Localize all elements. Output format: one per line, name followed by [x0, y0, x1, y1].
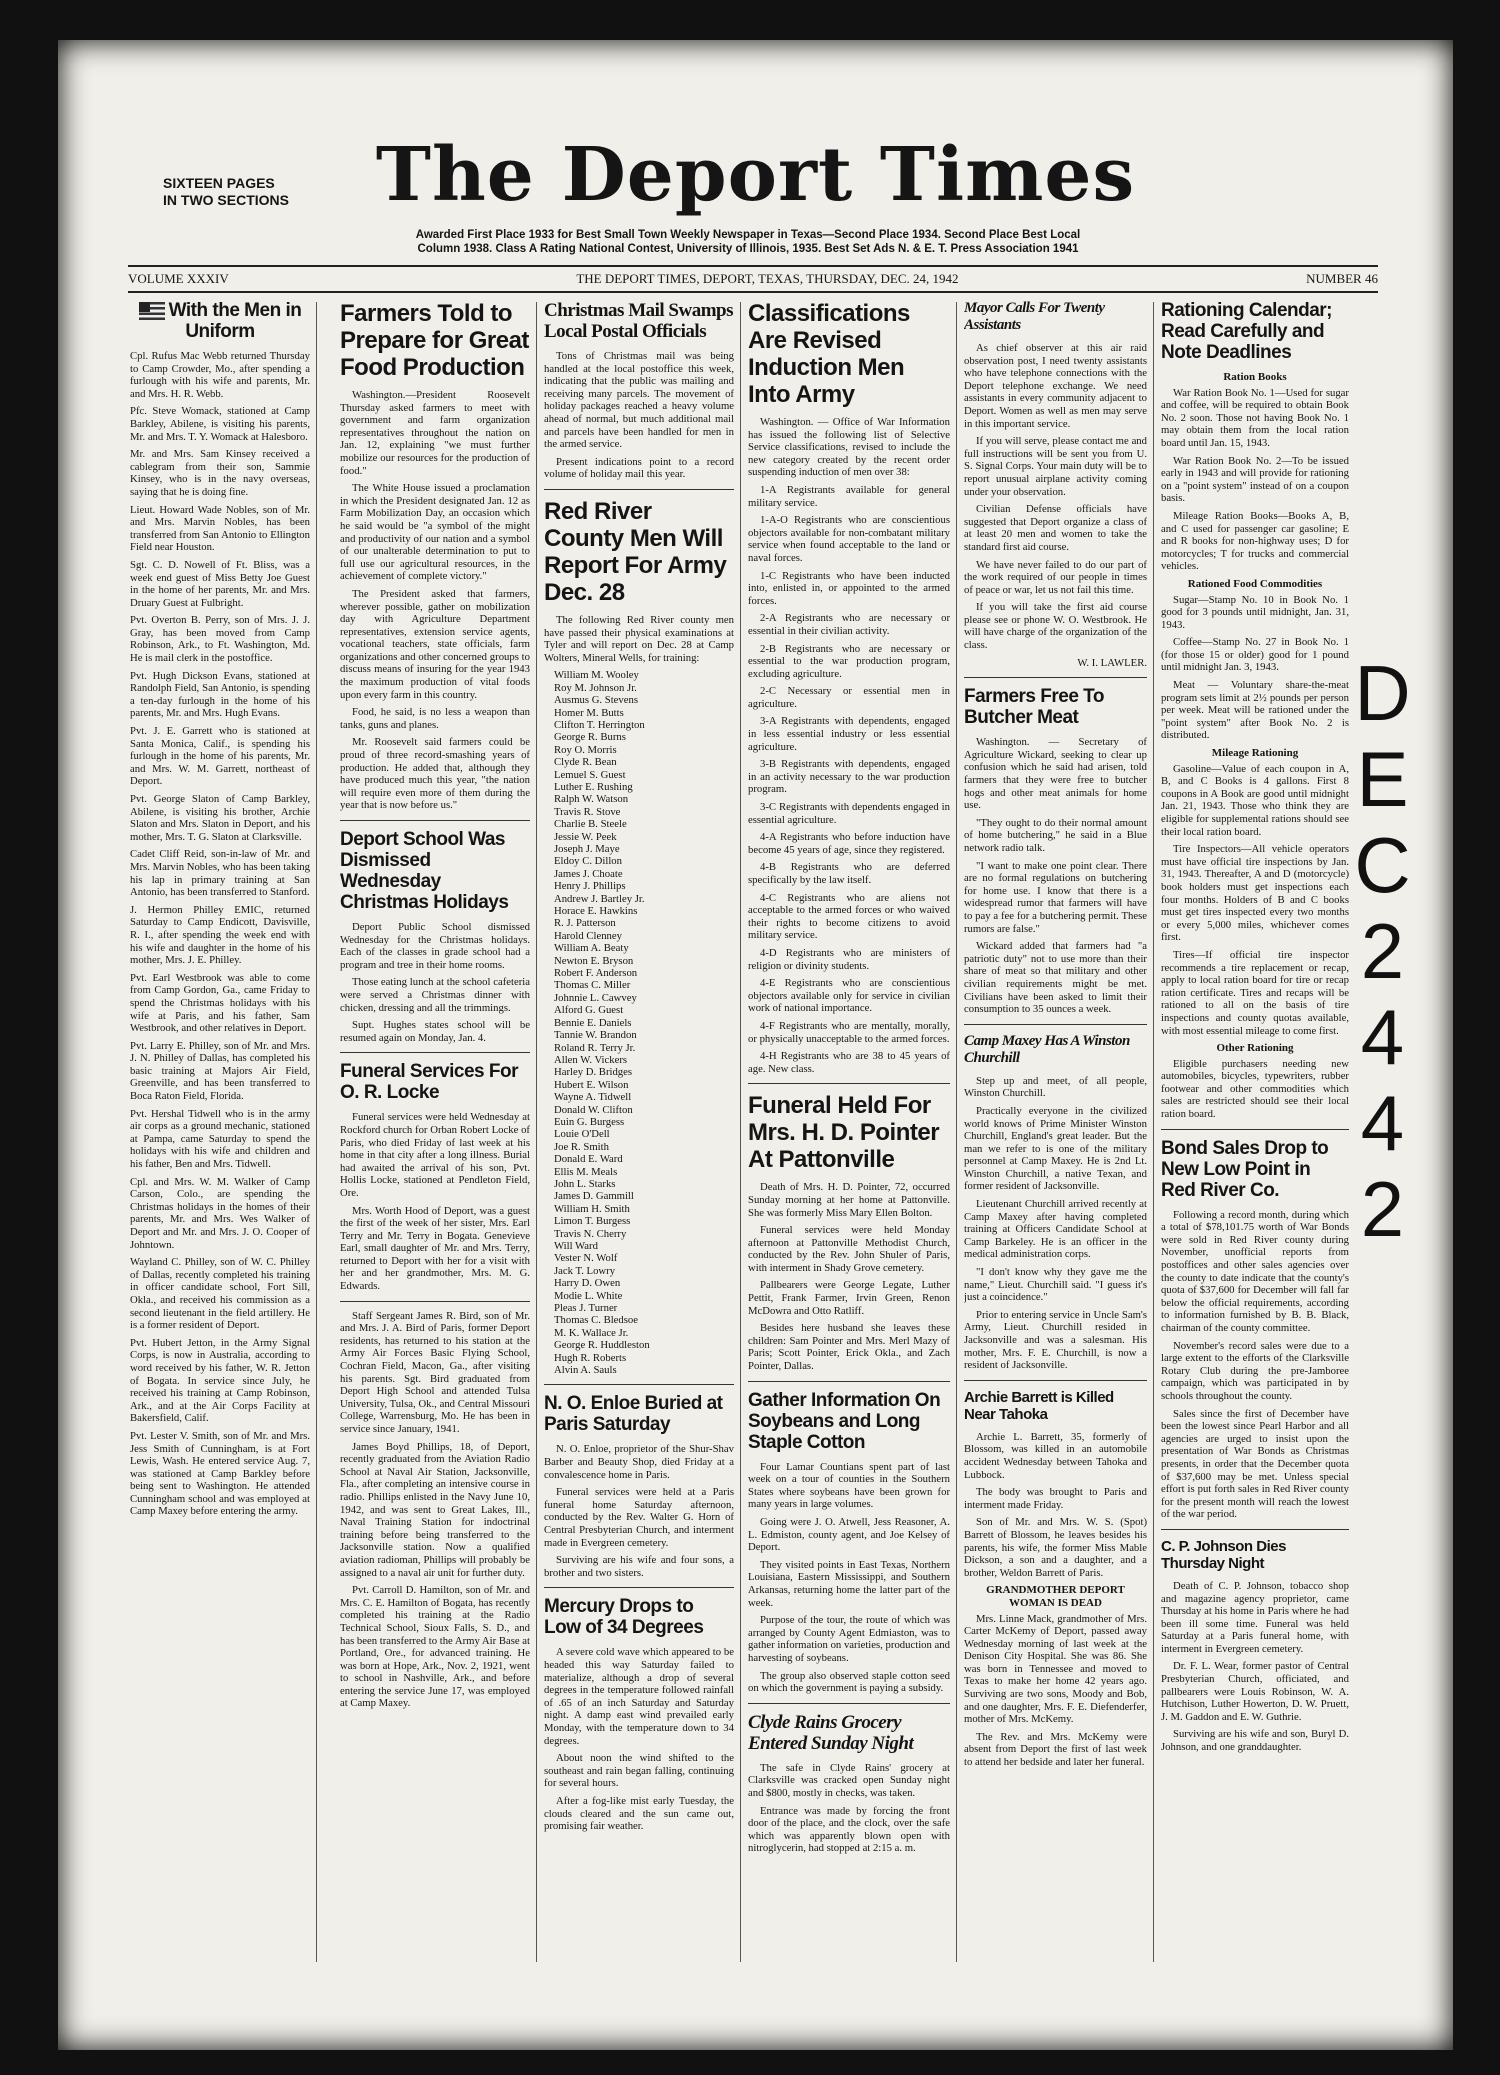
headline-rains-grocery: Clyde Rains Grocery Entered Sunday Night [748, 1711, 914, 1754]
headline-red-river-men: Red River County Men Will Report For Army Dec. 28 [544, 497, 727, 606]
paragraph: Cpl. Rufus Mac Webb returned Thursday to Camp Crowder, Mo., after spending a furlough with his wife and parents, Mr. and Mrs. H. R. Webb. [130, 350, 310, 400]
list-item: Thomas C. Miller [554, 979, 631, 992]
paragraph: If you will serve, please contact me and full instructions will be sent you from U. S. Signal Corps. Your main duty will be to report unusual airplane activity coming under your observation. [964, 435, 1147, 498]
paragraph: After a fog-like mist early Tuesday, the clouds cleared and the sun came out, promising fair weather. [544, 1794, 734, 1833]
list-item: Vester N. Wolf [554, 1252, 618, 1265]
dateline [128, 265, 1378, 293]
list-item: Ralph W. Watson [554, 793, 629, 806]
list-item: Travis R. Stove [554, 805, 621, 818]
list-item: Hubert E. Wilson [554, 1078, 629, 1091]
paragraph: The White House issued a proclamation in which the President designated Jan. 12 as Farm Mobilization Day, an occasion which he said would be "a symbol of the might and productivity of our nation and a symbol of our unalterable determination to put to full use our agricultural resources, in the achievement of complete victory." [340, 482, 530, 583]
paragraph: Sugar—Stamp No. 10 in Book No. 1 good for 3 pounds until midnight, Jan. 31, 1943. [1161, 593, 1349, 631]
paragraph: Mrs. Worth Hood of Deport, was a guest the first of the week of her sister, Mrs. Earl Terry and Mr. Terry in Bogata. Genevieve Earl, small daughter of Mr. and Mrs. Terry, returned to Deport with her for a visit with her and her grandmother, Mrs. M. G. Edwards. [340, 1204, 530, 1293]
paragraph: Sales since the first of December have been the lowest since Pearl Harbor and all agencies are urged to insist upon the presentation of War Bonds as Christmas presents, in order that the December quota of $37,600 may be met. Unless special effort is put forth sales in Red River county for the present month will reach the lowest of the war period. [1161, 1407, 1349, 1521]
list-item: Louie O'Dell [554, 1128, 610, 1141]
list-item: James D. Gammill [554, 1190, 634, 1203]
divider [748, 1703, 950, 1704]
list-item: Luther E. Rushing [554, 780, 633, 793]
paragraph: Death of Mrs. H. D. Pointer, 72, occurred Sunday morning at her home at Pattonville. She was formerly Miss Mary Ellen Bolton. [748, 1181, 950, 1219]
list-item: Johnnie L. Cawvey [554, 991, 637, 1004]
paragraph: The Rev. and Mrs. McKemy were absent from Deport the first of last week to attend her bedside and later her funeral. [964, 1730, 1147, 1769]
date-char: 2 [1360, 907, 1405, 995]
divider [1161, 1529, 1349, 1530]
column-6 [1161, 298, 1349, 1963]
headline-locke-funeral: Funeral Services For O. R. Locke [340, 1061, 518, 1104]
paragraph: November's record sales were due to a large extent to the efforts of the Clarksville Rotary Club during the pre-Jamboree campaign, which was participated in by schools throughout the county. [1161, 1339, 1349, 1402]
list-item: Bennie E. Daniels [554, 1016, 632, 1029]
paragraph: Coffee—Stamp No. 27 in Book No. 1 (for those 15 or older) good for 1 pound until midnight Jan. 3, 1943. [1161, 636, 1349, 674]
date-char: D [1354, 649, 1411, 737]
headline-butcher-meat: Farmers Free To Butcher Meat [964, 686, 1104, 729]
paragraph: Prior to entering service in Uncle Sam's Army, Lieut. Churchill resided in Jacksonville and was a salesman. His mother, Mrs. F. E. Churchill, is now a resident of Jacksonville. [964, 1308, 1147, 1372]
paragraph: 4-F Registrants who are mentally, morally, or physically unacceptable to the armed forces. [748, 1019, 950, 1045]
column-rule [316, 302, 317, 1962]
headline-grandmother: GRANDMOTHER DEPORT WOMAN IS DEAD [986, 1584, 1125, 1609]
paragraph: 2-B Registrants who are necessary or essential to the war production program, excluding agriculture. [748, 642, 950, 680]
list-item: William H. Smith [554, 1202, 630, 1215]
awards-text: Column 1938. Class A Rating National Contest, University of Illinois, 1935. Best Set Ads N. & E. T. Press Association 1941 [417, 243, 1079, 255]
paragraph: Step up and meet, of all people, Winston Churchill. [964, 1074, 1147, 1100]
paragraph: Supt. Hughes states school will be resumed again on Monday, Jan. 4. [340, 1019, 530, 1044]
paragraph: If you will take the first aid course please see or phone W. O. Westbrook. He will have charge of the organization of the class. [964, 601, 1147, 652]
list-item: Harold Clenney [554, 929, 622, 942]
awards-text: Awarded First Place 1933 for Best Small Town Weekly Newspaper in Texas—Second Place 1934. Second Place Best Local [415, 229, 1081, 241]
divider [964, 1024, 1147, 1025]
list-item: Hugh R. Roberts [554, 1351, 627, 1364]
paragraph: As chief observer at this air raid observation post, I need twenty assistants who have telephone connections with the Deport telephone exchange. We need assistants in every community adjacent to Deport. Women as well as men may serve in this important service. [964, 342, 1147, 430]
paragraph: Pvt. Hershal Tidwell who is in the army air corps as a ground mechanic, stationed at Pampa, came Saturday to spend the holidays with his wife and children and his father, Ben and Mrs. Tidwell. [130, 1107, 310, 1171]
nameplate: The Deport Times [375, 132, 1136, 218]
paragraph: Mrs. Linne Mack, grandmother of Mrs. Carter McKemy of Deport, passed away Wednesday morning of last week at the Denison City Hospital. She was 86. She was born in Tennessee and moved to Texas to make her home 42 years ago. Surviving are two sons, Moody and Bob, and one daughter, Mrs. F. E. Diefenderfer, mother of Mrs. McKemy. [964, 1612, 1147, 1726]
paragraph: 1-A Registrants available for general military service. [748, 483, 950, 509]
paragraph: 3-C Registrants with dependents engaged in essential agriculture. [748, 801, 950, 826]
paragraph: Pvt. Hugh Dickson Evans, stationed at Randolph Field, San Antonio, is spending a ten-day furlough in the home of his parents, Mr. and Mrs. Hugh Evans. [130, 669, 310, 720]
divider [544, 1587, 734, 1588]
list-item: Thomas C. Bledsoe [554, 1314, 639, 1327]
column-rule [956, 302, 957, 1962]
divider [964, 1380, 1147, 1381]
divider [748, 1381, 950, 1382]
issue-number: NUMBER 46 [1306, 271, 1378, 286]
paragraph: A severe cold wave which appeared to be headed this way Saturday failed to materialize, although a drop of several degrees in the temperature followed rainfall of .65 of an inch Saturday and Saturday night. A damp east wind prevailed early Monday, with the temperature down to 34 degrees. [544, 1646, 734, 1747]
paragraph: Pvt. Overton B. Perry, son of Mrs. J. J. Gray, has been moved from Camp Robinson, Ark., to Ft. Washington, Md. He is mail clerk in the postoffice. [130, 614, 310, 665]
date-char: 2 [1360, 1165, 1405, 1253]
paragraph: J. Hermon Philley EMIC, returned Saturday to Camp Endicott, Davisville, R. I., after spending the week end with his wife and daughter in the home of his mother, Mrs. J. E. Philley. [130, 903, 310, 967]
paragraph: Mileage Ration Books—Books A, B, and C used for passenger car gasoline; E and R books for non-highway uses; D for motorcycles; T for trucks and commercial vehicles. [1161, 509, 1349, 573]
list-item: Jessie W. Peek [554, 830, 617, 843]
paragraph: The following Red River county men have passed their physical examinations at Tyler and will report on Dec. 28 at Camp Wolters, Mineral Wells, for training: [544, 613, 734, 664]
headline-with-the-men: With the Men in Uniform [130, 300, 310, 342]
paragraph: The group also observed staple cotton seed on which the government is paying a subsidy. [748, 1669, 950, 1695]
list-item: Newton E. Bryson [554, 954, 634, 967]
column-1 [130, 298, 310, 1963]
list-item: James J. Choate [554, 867, 623, 880]
list-item: Limon T. Burgess [554, 1215, 631, 1228]
paragraph: Funeral services were held Wednesday at Rockford church for Orban Robert Locke of Paris, who died Friday of last week at his home in that city after a long illness. Burial had awaited the arrival of his son, Pvt. Hollis Locke, stationed at Pendleton Field, Ore. [340, 1111, 530, 1199]
paragraph: Lieutenant Churchill arrived recently at Camp Maxey after having completed training at Officers Candidate School at Camp Barkeley. He is an officer in the medical administration corps. [964, 1198, 1147, 1261]
paragraph: Surviving are his wife and four sons, a brother and two sisters. [544, 1554, 734, 1579]
headline-mayor-calls: Mayor Calls For Twenty Assistants [964, 300, 1105, 333]
paragraph: Archie L. Barrett, 35, formerly of Blossom, was killed in an automobile accident Wednesday between Tahoka and Lubbock. [964, 1430, 1147, 1481]
paragraph: Food, he said, is no less a weapon than tanks, guns and planes. [340, 706, 530, 731]
date-char: E [1356, 735, 1409, 823]
list-item: Euin G. Burgess [554, 1115, 625, 1128]
paragraph: Son of Mr. and Mrs. W. S. (Spot) Barrett of Blossom, he leaves besides his parents, his wife, the former Miss Mable Dickson, a son and a daughter, and a brother, Weldon Barrett of Paris. [964, 1516, 1147, 1579]
inductee-list [544, 669, 734, 1376]
subhead: Mileage Rationing [1211, 747, 1299, 760]
ear-line: IN TWO SECTIONS [163, 192, 289, 208]
list-item: Wayne A. Tidwell [554, 1091, 632, 1104]
paragraph: They visited points in East Texas, Northern Louisiana, Eastern Mississippi, and Southern Arkansas, returning home the latter part of the week. [748, 1558, 950, 1609]
paragraph: Funeral services were held at a Paris funeral home Saturday afternoon, conducted by the Rev. Walter G. Horn of Central Presbyterian Church, and interment made in Evergreen cemetery. [544, 1486, 734, 1549]
headline-johnson-dies: C. P. Johnson Dies Thursday Night [1161, 1537, 1286, 1572]
list-item: Roy M. Johnson Jr. [554, 681, 637, 694]
paragraph: Wayland C. Philley, son of W. C. Philley of Dallas, recently completed his training in officer candidate school, Fort Sill, Okla., and received his commission as a second lieutenant in the field artillery. He is a former resident of Deport. [130, 1256, 310, 1332]
paragraph: Going were J. O. Atwell, Jess Reasoner, A. L. Edmiston, county agent, and Joe Kelsey of Deport. [748, 1516, 950, 1554]
paragraph: "I want to make one point clear. There are no formal regulations on butchering for home use. I know that there is a widespread rumor that farmers will have to pay a fee for a butchering permit. These rumors are false." [964, 859, 1147, 935]
list-item: William M. Wooley [554, 669, 639, 682]
paragraph: Cpl. and Mrs. W. M. Walker of Camp Carson, Colo., are spending the Christmas holidays in the homes of their parents, Mr. and Mrs. Wes Walker of Deport and Mr. and Mrs. J. O. Cooper of Johntown. [130, 1175, 310, 1251]
paragraph: N. O. Enloe, proprietor of the Shur-Shav Barber and Beauty Shop, died Friday at a convalescence home in Paris. [544, 1443, 734, 1481]
paragraph: Eligible purchasers needing new automobiles, bicycles, typewriters, rubber footwear and other commodities which sales are restricted should see their local ration board. [1161, 1057, 1349, 1121]
paragraph: Civilian Defense officials have suggested that Deport organize a class of at least 20 men and women to take the standard first aid course. [964, 503, 1147, 553]
column-rule [1153, 302, 1154, 1962]
list-item: Henry J. Phillips [554, 880, 626, 893]
divider [964, 677, 1147, 678]
paragraph: Present indications point to a record volume of holiday mail this year. [544, 455, 734, 481]
paragraph: 4-D Registrants who are ministers of religion or divinity students. [748, 946, 950, 972]
newspaper-page [58, 40, 1453, 2050]
signature: W. I. LAWLER. [1077, 656, 1147, 669]
ear-line: SIXTEEN PAGES [163, 175, 275, 191]
divider [340, 1301, 530, 1302]
paragraph: Those eating lunch at the school cafeteria were served a Christmas dinner with chicken, dressing and all the trimmings. [340, 976, 530, 1014]
list-item: R. J. Patterson [554, 917, 616, 930]
headline-rationing: Rationing Calendar; Read Carefully and Note Deadlines [1161, 300, 1333, 363]
divider [1161, 1129, 1349, 1130]
paragraph: Sgt. C. D. Nowell of Ft. Bliss, was a week end guest of Miss Betty Joe Guest in the home of her parents, Mr. and Mrs. Druary Guest at Fulbright. [130, 558, 310, 609]
column-3 [544, 298, 734, 1963]
list-item: Jack T. Lowry [554, 1264, 616, 1277]
paragraph: "They ought to do their normal amount of home butchering," he said in a Blue network radio talk. [964, 816, 1147, 854]
paragraph: Following a record month, during which a total of $78,101.75 worth of War Bonds were sold in Red River county during November, unofficial reports from postoffices and other sales agencies over the county to date indicate that the county's quota of $37,600 for December will fall far below the official requirements, according to information furnished by B. B. Black, chairman of the county committee. [1161, 1208, 1349, 1334]
paragraph: 4-A Registrants who before induction have become 45 years of age, since they registered. [748, 831, 950, 856]
paragraph: Surviving are his wife and son, Buryl D. Johnson, and one granddaughter. [1161, 1728, 1349, 1754]
list-item: Joseph J. Maye [554, 843, 620, 855]
paragraph: 1-C Registrants who have been inducted into, enlisted in, or appointed to the armed forces. [748, 569, 950, 607]
paragraph: Gasoline—Value of each coupon in A, B, and C Books is 4 gallons. First 8 coupons in A Book are good until midnight Jan. 21, 1943. Those who think they are eligible for supplemental rations should see their local ration board. [1161, 762, 1349, 838]
paragraph: Staff Sergeant James R. Bird, son of Mr. and Mrs. J. A. Bird of Paris, former Deport residents, has returned to his station at the Army Air Forces Basic Flying School, Cochran Field, Macon, Ga., after visiting his parents. Sgt. Bird graduated from Deport High School and attended Tulsa University, Tulsa, Ok., and Central Missouri College, Warrensburg, Mo. He has been in service since January, 1941. [340, 1309, 530, 1435]
divider [544, 489, 734, 490]
list-item: Harry D. Owen [554, 1277, 621, 1290]
list-item: William A. Beaty [554, 942, 629, 955]
paragraph: Washington.—President Roosevelt Thursday asked farmers to meet with government and farm organization representatives throughout the nation on Jan. 12, explaining "we must further mobilize our resources for the production of food." [340, 389, 530, 477]
paragraph: Pvt. J. E. Garrett who is stationed at Santa Monica, Calif., is spending his furlough in the home of his parents, Mr. and Mrs. W. M. Garrett, northeast of Deport. [130, 725, 310, 788]
list-item: Pleas J. Turner [554, 1302, 618, 1315]
list-item: Clyde R. Bean [554, 756, 617, 769]
paragraph: Pvt. Larry E. Philley, son of Mr. and Mrs. J. N. Philley of Dallas, has completed his basic training at Majors Air Field, Greenville, and has been transferred to Boca Raton Field, Florida. [130, 1039, 310, 1103]
divider [340, 1052, 530, 1053]
headline-christmas-mail: Christmas Mail Swamps Local Postal Officials [544, 300, 734, 342]
list-item: Lemuel S. Guest [554, 768, 626, 781]
paragraph: Besides here husband she leaves these children: Sam Pointer and Mrs. Merl Mazy of Paris; Scott Pointer, Erick Okla., and Zach Pointer, Dallas. [748, 1322, 950, 1373]
paragraph: Tires—If official tire inspector recommends a tire replacement or recap, apply to local ration board for tire or recap ration certificate. Tires and recaps will be rationed to all on the basis of tire inspections and county quotas available, with most essential mileage to come first. [1161, 948, 1349, 1037]
list-item: Clifton T. Herrington [554, 718, 645, 731]
paragraph: About noon the wind shifted to the southeast and rain began falling, continuing for several hours. [544, 1752, 734, 1790]
list-item: Travis N. Cherry [554, 1227, 627, 1240]
paragraph: Four Lamar Countians spent part of last week on a tour of counties in the Southern States where soybeans have been grown for many years in large volumes. [748, 1460, 950, 1511]
paragraph: Wickard added that farmers had "a patriotic duty" not to use more than their share of meat so that military and other civilian requirements might be met. Civilians have been asked to limit their consumption to 35 ounces a week. [964, 940, 1147, 1016]
paragraph: Tons of Christmas mail was being handled at the local postoffice this week, indicating that the public was mailing and receiving many parcels. The movement of holiday packages reached a heavy volume ahead of normal, but much additional mail and parcels have been handled for men in the armed service. [544, 350, 734, 451]
list-item: Tannie W. Brandon [554, 1029, 637, 1042]
list-item: Harley D. Bridges [554, 1066, 633, 1079]
divider [340, 820, 530, 821]
paragraph: 3-B Registrants with dependents, engaged in an activity necessary to the war production program. [748, 758, 950, 796]
headline-pointer-funeral: Funeral Held For Mrs. H. D. Pointer At Pattonville [748, 1092, 940, 1174]
paragraph: Meat — Voluntary share-the-meat program sets limit at 2½ pounds per person per week. Meat will be rationed under the "point system" after Book No. 2 is distributed. [1161, 679, 1349, 742]
list-item: George R. Burns [554, 731, 626, 744]
list-item: Roy O. Morris [554, 743, 617, 756]
paragraph: Funeral services were held Monday afternoon at Pattonville Methodist Church, conducted by the Rev. John Shuler of Paris, with interment in Shady Grove cemetery. [748, 1224, 950, 1274]
list-item: Homer M. Butts [554, 706, 624, 719]
paragraph: The body was brought to Paris and interment made Friday. [964, 1486, 1147, 1511]
list-item: Alvin A. Sauls [554, 1364, 617, 1377]
subhead: Ration Books [1223, 371, 1287, 383]
headline-soybeans: Gather Information On Soybeans and Long Staple Cotton [748, 1389, 941, 1453]
headline-barrett-killed: Archie Barrett is Killed Near Tahoka [964, 1388, 1114, 1423]
paragraph: "I don't know why they gave me the name," Lieut. Churchill said. "I guess it's just a coincidence." [964, 1266, 1147, 1304]
subhead: Other Rationing [1216, 1042, 1294, 1055]
paragraph: Pallbearers were George Legate, Luther Pettit, Frank Farmer, Irvin Green, Renon McDowra and Otto Ratliff. [748, 1279, 950, 1317]
list-item: M. K. Wallace Jr. [554, 1326, 629, 1339]
paragraph: 2-C Necessary or essential men in agriculture. [748, 685, 950, 710]
paragraph: Washington. — Secretary of Agriculture Wickard, seeking to clear up confusion which he said had arisen, told farmers that they were free to butcher hogs and other meat animals for home use. [964, 736, 1147, 812]
list-item: Will Ward [554, 1240, 598, 1252]
list-item: George R. Huddleston [554, 1339, 650, 1352]
list-item: Ellis M. Meals [554, 1165, 618, 1178]
paragraph: Dr. F. L. Wear, former pastor of Central Presbyterian Church, officiated, and pallbearers were Louis Robinson, W. A. Hutchison, Luther Howerton, D. W. Pruett, J. M. Gaddon and E. W. Guthrie. [1161, 1660, 1349, 1723]
paragraph: War Ration Book No. 1—Used for sugar and coffee, will be required to obtain Book No. 2 soon. Those not having Book No. 1 may obtain them from the local ration board until Jan. 15, 1943. [1161, 386, 1349, 449]
paragraph: Practically everyone in the civilized world knows of Prime Minister Winston Churchill, England's great leader. But the man we refer to is one of the military personnel at Camp Maxey. He is 2nd Lt. Winston Churchill, a native Texan, and former resident of Jacksonville. [964, 1104, 1147, 1193]
divider [544, 1384, 734, 1385]
paragraph: War Ration Book No. 2—To be issued early in 1943 and will provide for rationing on a "point system" instead of on a coupon basis. [1161, 454, 1349, 505]
list-item: Modie L. White [554, 1289, 623, 1302]
list-item: Ausmus G. Stevens [554, 694, 639, 707]
column-4 [748, 298, 950, 1963]
subhead: Rationed Food Commodities [1187, 577, 1323, 590]
paragraph: 1-A-O Registrants who are conscientious objectors available for non-combatant military service when found acceptable to the land or naval forces. [748, 514, 950, 564]
date-label: THE DEPORT TIMES, DEPORT, TEXAS, THURSDAY, DEC. 24, 1942 [576, 271, 959, 286]
paragraph: Pvt. Carroll D. Hamilton, son of Mr. and Mrs. C. E. Hamilton of Bogata, has recently completed his training at the Radio Technical School, Sioux Falls, S. D., and has been transferred to the Army Air Base at Portland, Ore., for advanced training. He was born at Hope, Ark., Nov. 2, 1921, went to school in Nashville, Ark., and before entering the service June 17, was employed at Camp Maxey. [340, 1584, 530, 1710]
list-item: Horace E. Hawkins [554, 905, 638, 918]
date-char: 4 [1360, 1079, 1405, 1167]
paragraph: Washington. — Office of War Information has issued the following list of Selective Service classifications, revised to include the new category created by the recent order suspending induction of men over 38: [748, 416, 950, 479]
list-item: Andrew J. Bartley Jr. [554, 892, 645, 905]
paragraph: 4-E Registrants who are conscientious objectors available only for service in civilian work of national importance. [748, 977, 950, 1015]
paragraph: Death of C. P. Johnson, tobacco shop and magazine agency proprietor, came Thursday at his home in Paris where he had been ill some time. Funeral was held Saturday at a Paris funeral home, with interment in Evergreen cemetery. [1161, 1579, 1349, 1655]
headline-mercury-drops: Mercury Drops to Low of 34 Degrees [544, 1596, 704, 1639]
archive-date-label [1345, 650, 1420, 1252]
list-item: Donald W. Clifton [554, 1103, 633, 1116]
paragraph: Pvt. Lester V. Smith, son of Mr. and Mrs. Jess Smith of Cunningham, is at Fort Lewis, Wash. He entered service Aug. 7, was stationed at Camp Barkley before being sent to Washington. He attended Cunningham school and was employed at Camp Maxey before entering the army. [130, 1429, 310, 1518]
column-5 [964, 298, 1147, 1963]
column-rule [536, 302, 537, 1962]
paragraph: Mr. and Mrs. Sam Kinsey received a cablegram from their son, Sammie Kinsey, who is in the navy overseas, saying that he is doing fine. [130, 448, 310, 498]
paragraph: Purpose of the tour, the route of which was arranged by County Agent Edmiaston, was to gather information on varieties, production and harvesting of soybeans. [748, 1614, 950, 1664]
headline-bond-sales: Bond Sales Drop to New Low Point in Red River Co. [1161, 1137, 1329, 1201]
list-item: Eldoy C. Dillon [554, 855, 622, 868]
paragraph: Mr. Roosevelt said farmers could be proud of three record-smashing years of production. He added that, although they have produced much this year, "the nation will require even more of them during the year that is now before us." [340, 736, 530, 812]
paragraph: We have never failed to do our part of the work required of our people in times of peace or war, let us not fail this time. [964, 558, 1147, 596]
flag-icon [139, 302, 165, 320]
paragraph: Pvt. Earl Westbrook was able to come from Camp Gordon, Ga., came Friday to spend the Christmas holidays with his wife at Paris, and his father, Sam Westbrook, and other relatives in Deport. [130, 971, 310, 1035]
paragraph: The President asked that farmers, wherever possible, gather on mobilization day with Agriculture Department representatives, extension service agents, vocational teachers, state officials, farm organizations and other concerned groups to discuss means of insuring for the year 1943 the maximum production of vital foods upon every farm in this country. [340, 587, 530, 701]
paragraph: Pfc. Steve Womack, stationed at Camp Barkley, Abilene, is visiting his parents, Mr. and Mrs. T. Y. Womack at Halesboro. [130, 405, 310, 443]
column-2 [340, 298, 530, 1963]
paragraph: Pvt. George Slaton of Camp Barkley, Abilene, is visiting his brother, Archie Slaton and Mrs. Slaton in Deport, and his mother, Mrs. T. G. Slaton at Clarksville. [130, 793, 310, 843]
paragraph: 2-A Registrants who are necessary or essential in their civilian activity. [748, 612, 950, 637]
headline-classifications: Classifications Are Revised Induction Men Into Army [748, 300, 910, 408]
awards-line [358, 228, 1138, 256]
headline-enloe-buried: N. O. Enloe Buried at Paris Saturday [544, 1393, 723, 1436]
paragraph: Cadet Cliff Reid, son-in-law of Mr. and Mrs. Marvin Nobles, who has been taking his lap in primary training at San Antonio, has been transferred to Stanford. [130, 848, 310, 899]
divider [748, 1083, 950, 1084]
paragraph: James Boyd Phillips, 18, of Deport, recently graduated from the Aviation Radio School at Naval Air Station, Jacksonville, Fla., after completing an intensive course in radio. Phillips enlisted in the Navy June 10, 1942, and was sent to Great Lakes, Ill., Naval Training Station for indoctrinal training before being transferred to the Jacksonville station. Now a qualified aviation radioman, Phillips will probably be assigned to a naval air unit for further duty. [340, 1440, 530, 1579]
paragraph: Tire Inspectors—All vehicle operators must have official tire inspections by Jan. 31, 1943. Thereafter, A and D (motorcycle) book holders must get inspections each four months. Holders of B and C books must get tires inspected every two months or every 5,000 miles, whichever comes first. [1161, 843, 1349, 944]
paragraph: 4-B Registrants who are deferred specifically by the law itself. [748, 861, 950, 886]
list-item: Allen W. Vickers [554, 1053, 628, 1066]
paragraph: 4-H Registrants who are 38 to 45 years of age. New class. [748, 1050, 950, 1075]
list-item: Alford G. Guest [554, 1004, 624, 1017]
list-item: Charlie B. Steele [554, 818, 627, 831]
paragraph: The safe in Clyde Rains' grocery at Clarksville was cracked open Sunday night and $800, mostly in checks, was taken. [748, 1761, 950, 1799]
date-char: 4 [1360, 993, 1405, 1081]
headline-farmers-told: Farmers Told to Prepare for Great Food Production [340, 300, 529, 381]
list-item: John L. Starks [554, 1177, 616, 1190]
headline-school-dismissed: Deport School Was Dismissed Wednesday Christmas Holidays [340, 829, 509, 913]
list-item: Roland R. Terry Jr. [554, 1041, 636, 1054]
headline-camp-maxey: Camp Maxey Has A Winston Churchill [964, 1032, 1130, 1066]
paragraph: Lieut. Howard Wade Nobles, son of Mr. and Mrs. Marvin Nobles, has been transferred from San Antonio to Ellington Field near Houston. [130, 503, 310, 554]
list-item: Joe R. Smith [554, 1140, 609, 1153]
list-item: Donald E. Ward [554, 1153, 623, 1166]
list-item: Robert F. Anderson [554, 967, 638, 980]
paragraph: Entrance was made by forcing the front door of the place, and the clock, over the safe which was apparently blown open with nitroglycerin, had stopped at 2:15 a. m. [748, 1804, 950, 1855]
column-rule [740, 302, 741, 1962]
paragraph: Pvt. Hubert Jetton, in the Army Signal Corps, is now in Australia, according to word received by his father, W. R. Jetton of Bogata. In service since July, he received his training at Camp Robinson, Ark., and at the Air Corps Facility at Bakersfield, Calif. [130, 1336, 310, 1425]
date-char: C [1354, 821, 1411, 909]
paragraph: 4-C Registrants who are aliens not acceptable to the armed forces or who waived their rights to become citizens to avoid military service. [748, 891, 950, 942]
paragraph: 3-A Registrants with dependents, engaged in less essential industry or less essential agriculture. [748, 715, 950, 753]
volume-label: VOLUME XXXIV [128, 271, 229, 286]
paragraph: Deport Public School dismissed Wednesday for the Christmas holidays. Each of the classes in grade school had a program and tree in their home rooms. [340, 921, 530, 971]
